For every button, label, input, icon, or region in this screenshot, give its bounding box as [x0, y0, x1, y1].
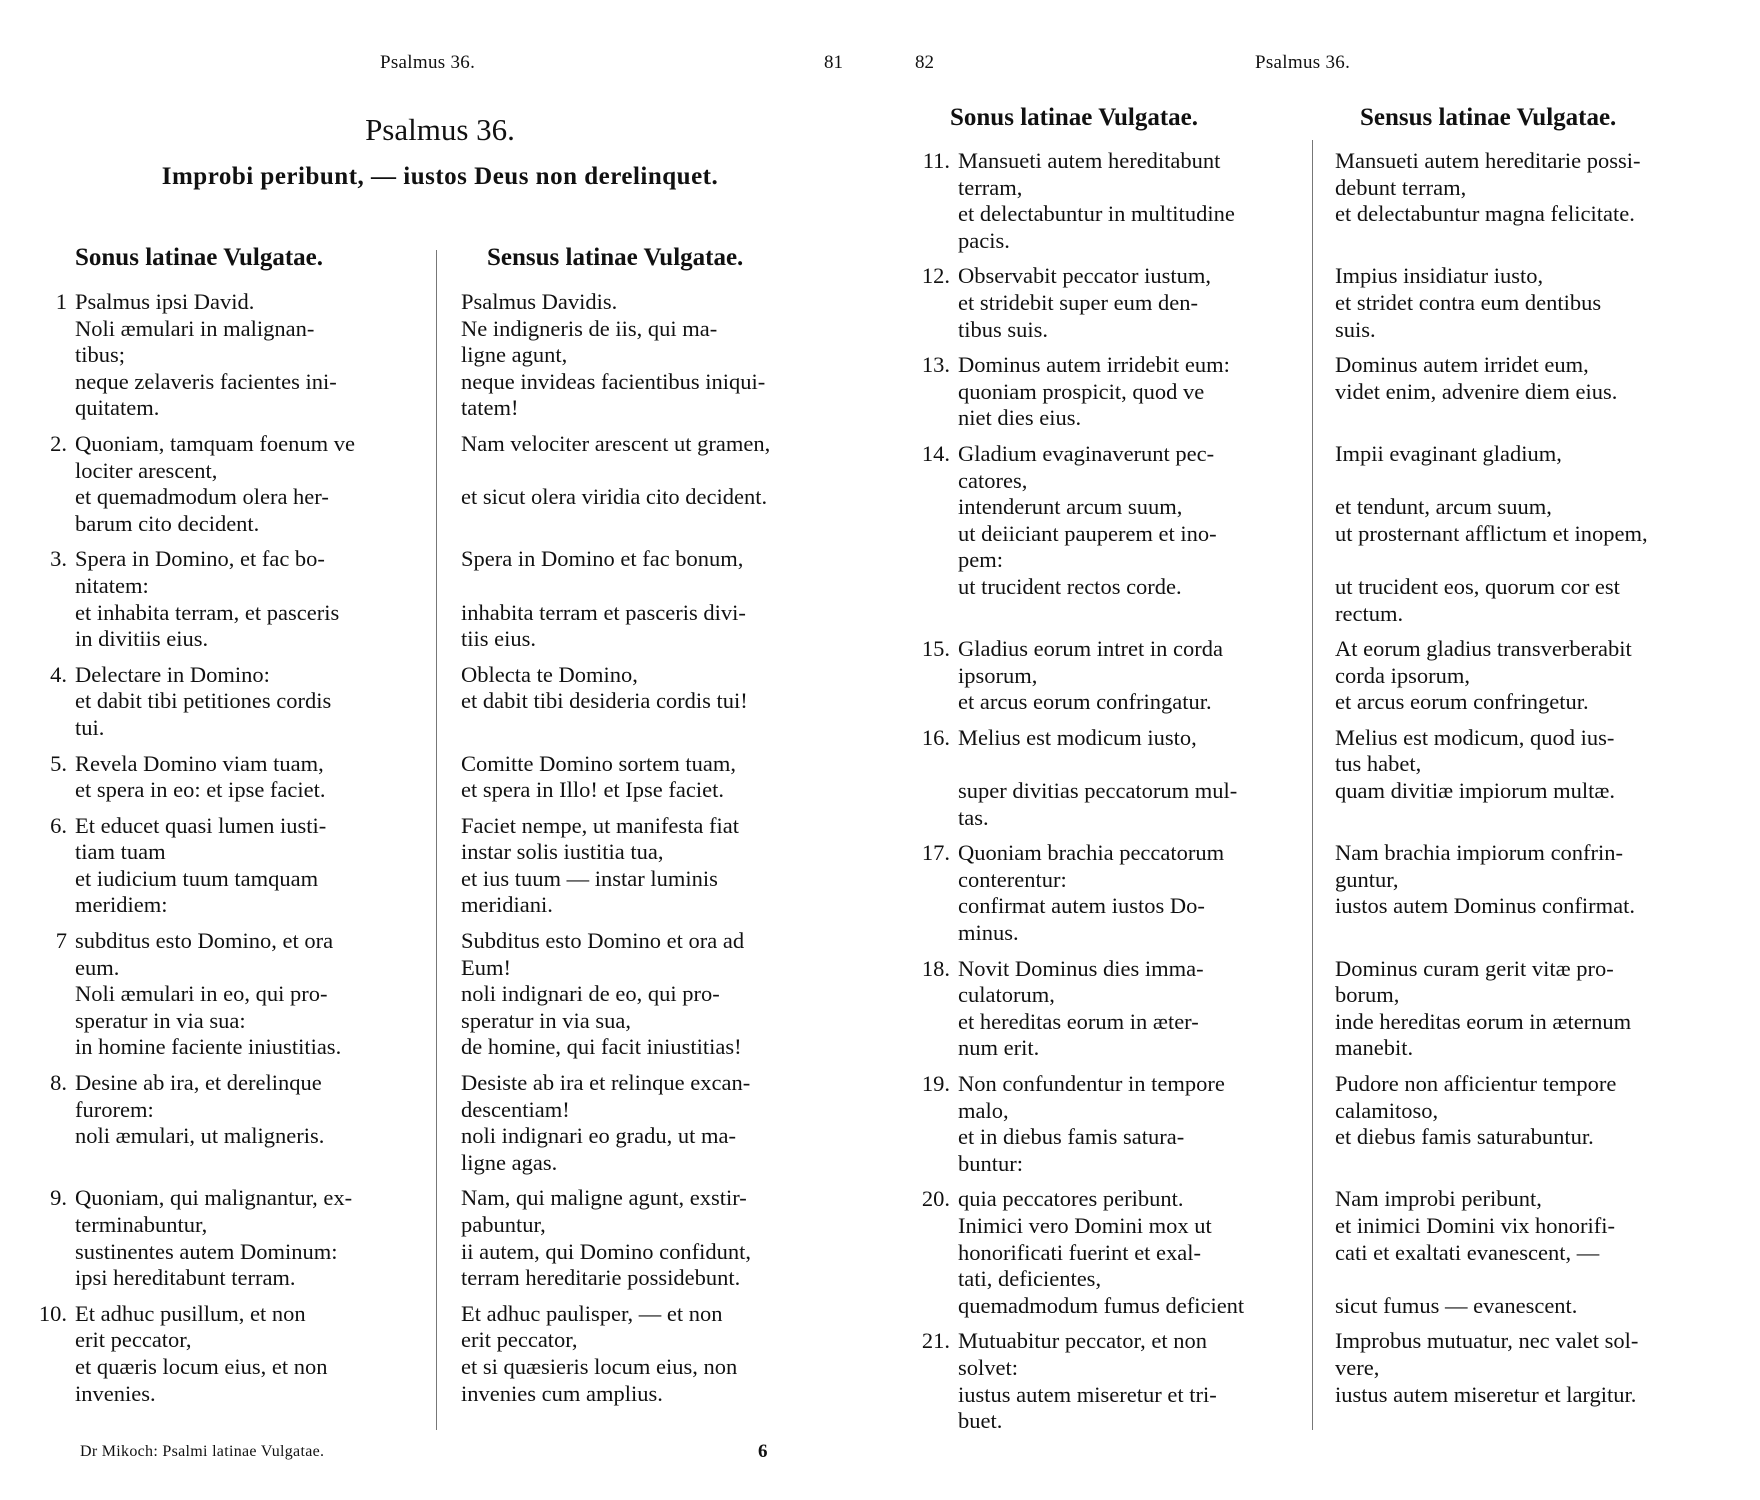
text-line: Gladium evaginaverunt pec-	[958, 440, 1215, 466]
text-line	[1335, 228, 1735, 255]
text-line: noli æmulari, ut maligneris.	[75, 1123, 325, 1149]
sonus-text	[75, 546, 433, 652]
text-line: Quoniam brachia peccatorum	[958, 840, 1225, 866]
text-line	[958, 751, 1303, 778]
text-line: Inimici vero Domini mox ut	[958, 1212, 1212, 1238]
verse-row	[900, 956, 1760, 1062]
text-line: Melius est modicum, quod ius-	[1335, 724, 1615, 750]
text-line: barum cito decident.	[75, 510, 260, 536]
text-line: sustinentes autem Dominum:	[75, 1238, 338, 1264]
text-line: borum,	[1335, 982, 1400, 1008]
text-line: tiis eius.	[461, 626, 537, 652]
sensus-text	[461, 928, 851, 1061]
text-line: Ne indigneris de iis, qui ma-	[461, 315, 718, 341]
text-line: invenies.	[75, 1380, 156, 1406]
text-line: Desine ab ira, et derelinque	[75, 1070, 322, 1096]
left-page-number: 81	[824, 52, 843, 73]
text-line: Observabit peccator iustum,	[958, 263, 1212, 289]
text-line: Et adhuc paulisper, — et non	[461, 1300, 723, 1326]
text-line: debunt terram,	[1335, 174, 1467, 200]
verse-number: 7	[55, 928, 67, 954]
sensus-text	[461, 1301, 851, 1407]
text-line: tibus;	[75, 342, 126, 368]
text-line: in divitiis eius.	[75, 626, 209, 652]
sonus-text	[75, 431, 433, 537]
text-line: num erit.	[958, 1035, 1040, 1061]
sensus-text	[1335, 725, 1735, 805]
text-line: intenderunt arcum suum,	[958, 494, 1183, 520]
text-line: et si quæsieris locum eius, non	[461, 1353, 738, 1379]
sonus-text	[958, 148, 1303, 254]
text-line: et delectabuntur magna felicitate.	[1335, 201, 1635, 227]
verse-number: 8.	[50, 1070, 67, 1096]
left-col-head-sensus: Sensus latinae Vulgatae.	[487, 244, 744, 271]
text-line: tatem!	[461, 395, 519, 421]
text-line: et inimici Domini vix honorifi-	[1335, 1212, 1615, 1238]
text-line: Delectare in Domino:	[75, 661, 270, 687]
text-line: pem:	[958, 547, 1003, 573]
text-line: ut trucident rectos corde.	[958, 573, 1182, 599]
text-line: ut trucident eos, quorum cor est	[1335, 573, 1620, 599]
text-line: Et adhuc pusillum, et non	[75, 1300, 306, 1326]
text-line: Dominus autem irridet eum,	[1335, 352, 1589, 378]
text-line: invenies cum amplius.	[461, 1380, 663, 1406]
text-line: Noli æmulari in eo, qui pro-	[75, 981, 328, 1007]
text-line: speratur in via sua,	[461, 1007, 631, 1033]
verse-number: 10.	[38, 1300, 67, 1326]
sensus-text	[1335, 1186, 1735, 1319]
verse-number: 13.	[921, 352, 950, 378]
text-line: ut prosternant afflictum et inopem,	[1335, 520, 1648, 546]
sensus-text	[1335, 636, 1735, 716]
sensus-text	[461, 1070, 851, 1176]
text-line: Melius est modicum iusto,	[958, 724, 1197, 750]
text-line: nitatem:	[75, 572, 149, 598]
text-line: catores,	[958, 467, 1028, 493]
sonus-text	[958, 263, 1303, 343]
text-line: Quoniam, tamquam foenum ve	[75, 430, 355, 456]
text-line: Faciet nempe, ut manifesta fiat	[461, 812, 740, 838]
text-line: manebit.	[1335, 1035, 1414, 1061]
text-line: buntur:	[958, 1150, 1023, 1176]
text-line	[461, 715, 851, 742]
sonus-text	[75, 1185, 433, 1291]
text-line: Pudore non afficientur tempore	[1335, 1071, 1617, 1096]
verse-row	[0, 662, 860, 742]
text-line	[1335, 547, 1735, 574]
text-line: tus habet,	[1335, 751, 1422, 777]
right-col-head-sensus: Sensus latinae Vulgatae.	[1360, 104, 1617, 131]
text-line: speratur in via sua:	[75, 1007, 246, 1033]
sonus-text	[958, 1071, 1303, 1177]
text-line: in homine faciente iniustitias.	[75, 1034, 342, 1060]
text-line: erit peccator,	[461, 1327, 578, 1353]
sonus-text	[958, 725, 1303, 831]
text-line: et inhabita terram, et pasceris	[75, 599, 340, 625]
text-line: tibus suis.	[958, 316, 1049, 342]
sonus-text	[75, 289, 433, 422]
text-line	[461, 458, 851, 485]
sonus-text	[958, 441, 1303, 601]
sonus-text	[75, 751, 433, 804]
sonus-text	[958, 352, 1303, 432]
text-line: Quoniam, qui malignantur, ex-	[75, 1185, 353, 1211]
text-line: vere,	[1335, 1354, 1380, 1380]
verse-number: 15.	[921, 636, 950, 662]
verse-row	[0, 928, 860, 1061]
text-line: quam divitiæ impiorum multæ.	[1335, 778, 1616, 804]
text-line: quemadmodum fumus deficient	[958, 1292, 1245, 1318]
text-line: Nam improbi peribunt,	[1335, 1186, 1542, 1212]
verse-row	[900, 148, 1760, 254]
verse-row	[0, 431, 860, 537]
verse-row	[0, 1185, 860, 1291]
psalm-subtitle: Improbi peribunt, — iustos Deus non derelinquet.	[161, 163, 719, 190]
verse-row	[900, 441, 1760, 627]
sensus-text	[461, 1185, 851, 1291]
text-line: et dabit tibi petitiones cordis	[75, 688, 332, 714]
right-page	[900, 0, 1760, 1500]
text-line: conterentur:	[958, 866, 1067, 892]
text-line: ligne agunt,	[461, 342, 568, 368]
text-line: Subditus esto Domino et ora ad	[461, 928, 745, 954]
text-line: buet.	[958, 1408, 1003, 1434]
text-line: ipsorum,	[958, 662, 1038, 688]
verse-row	[0, 1301, 860, 1407]
verse-number: 16.	[921, 724, 950, 750]
sonus-text	[958, 1328, 1303, 1434]
sensus-text	[461, 662, 851, 742]
verse-row	[0, 1070, 860, 1176]
text-line: Dominus curam gerit vitæ pro-	[1335, 955, 1614, 981]
text-line: subditus esto Domino, et ora	[75, 928, 334, 954]
text-line: et spera in Illo! et Ipse faciet.	[461, 777, 725, 803]
verse-number: 21.	[921, 1328, 950, 1354]
footer-author-title: Dr Mikoch: Psalmi latinae Vulgatae.	[80, 1443, 325, 1460]
sonus-text	[958, 956, 1303, 1062]
text-line: Revela Domino viam tuam,	[75, 750, 324, 776]
text-line: ut deiiciant pauperem et ino-	[958, 520, 1217, 546]
text-line: Non confundentur in tempore	[958, 1071, 1225, 1096]
left-running-head: Psalmus 36.	[380, 52, 476, 73]
verse-number: 9.	[50, 1185, 67, 1211]
text-line: suis.	[1335, 316, 1376, 342]
text-line: Psalmus Davidis.	[461, 289, 618, 314]
verse-row	[900, 263, 1760, 343]
sensus-text	[1335, 840, 1735, 920]
text-line: tati, deficientes,	[958, 1266, 1102, 1292]
text-line: Novit Dominus dies imma-	[958, 955, 1204, 981]
right-page-number: 82	[915, 52, 934, 73]
text-line: calamitoso,	[1335, 1097, 1439, 1123]
text-line: At eorum gladius transverberabit	[1335, 636, 1632, 662]
text-line: et sicut olera viridia cito decident.	[461, 484, 768, 510]
text-line: minus.	[958, 920, 1019, 946]
sonus-text	[75, 928, 433, 1061]
sensus-text	[1335, 352, 1735, 405]
text-line: Mansueti autem hereditarie possi-	[1335, 148, 1641, 173]
text-line: super divitias peccatorum mul-	[958, 778, 1238, 804]
text-line: Eum!	[461, 954, 511, 980]
text-line: noli indignari de eo, qui pro-	[461, 981, 720, 1007]
text-line: confirmat autem iustos Do-	[958, 893, 1205, 919]
sonus-text	[75, 1301, 433, 1407]
text-line: Dominus autem irridebit eum:	[958, 352, 1230, 378]
text-line: ligne agas.	[461, 1149, 558, 1175]
text-line: niet dies eius.	[958, 405, 1082, 431]
text-line: et quæris locum eius, et non	[75, 1353, 328, 1379]
text-line	[1335, 1266, 1735, 1293]
sensus-text	[461, 546, 851, 652]
verse-number: 6.	[50, 812, 67, 838]
verse-row	[900, 1186, 1760, 1319]
sensus-text	[461, 751, 851, 804]
text-line: rectum.	[1335, 600, 1404, 626]
sensus-text	[1335, 148, 1735, 254]
sensus-text	[1335, 263, 1735, 343]
sensus-text	[461, 289, 851, 422]
text-line: videt enim, advenire diem eius.	[1335, 378, 1618, 404]
text-line: et iudicium tuum tamquam	[75, 865, 319, 891]
text-line: ipsi hereditabunt terram.	[75, 1265, 296, 1291]
text-line: Nam brachia impiorum confrin-	[1335, 840, 1624, 866]
verse-number: 3.	[50, 546, 67, 572]
text-line: et stridebit super eum den-	[958, 289, 1198, 315]
text-line: tas.	[958, 804, 989, 830]
text-line: Oblecta te Domino,	[461, 661, 638, 687]
text-line: Spera in Domino et fac bonum,	[461, 546, 744, 572]
text-line: Nam velociter arescent ut gramen,	[461, 430, 771, 456]
verse-number: 5.	[50, 750, 67, 776]
text-line: neque invideas facientibus iniqui-	[461, 368, 766, 394]
text-line: noli indignari eo gradu, ut ma-	[461, 1123, 736, 1149]
text-line: inde hereditas eorum in æternum	[1335, 1008, 1632, 1034]
text-line: quia peccatores peribunt.	[958, 1186, 1184, 1212]
text-line: furorem:	[75, 1096, 154, 1122]
sensus-text	[1335, 1328, 1735, 1408]
text-line: Noli æmulari in malignan-	[75, 315, 315, 341]
text-line: et spera in eo: et ipse faciet.	[75, 777, 326, 803]
verse-row	[900, 1071, 1760, 1177]
text-line: Mutuabitur peccator, et non	[958, 1328, 1208, 1354]
text-line: solvet:	[958, 1354, 1018, 1380]
verse-row	[0, 813, 860, 919]
text-line: lociter arescent,	[75, 457, 218, 483]
text-line: meridiem:	[75, 892, 168, 918]
text-line: iustos autem Dominus confirmat.	[1335, 893, 1635, 919]
text-line	[461, 573, 851, 600]
verse-number: 11.	[922, 148, 950, 173]
text-line: malo,	[958, 1097, 1009, 1123]
text-line: neque zelaveris facientes ini-	[75, 368, 337, 394]
text-line: ii autem, qui Domino confidunt,	[461, 1238, 751, 1264]
text-line: et dabit tibi desideria cordis tui!	[461, 688, 748, 714]
text-line: et in diebus famis satura-	[958, 1124, 1185, 1150]
sonus-text	[958, 636, 1303, 716]
verse-number: 1	[55, 289, 67, 314]
sensus-text	[1335, 956, 1735, 1062]
right-col-head-sonus: Sonus latinae Vulgatae.	[950, 104, 1198, 131]
text-line: pacis.	[958, 227, 1010, 253]
text-line: iustus autem miseretur et tri-	[958, 1381, 1217, 1407]
sensus-text	[461, 813, 851, 919]
verse-number: 14.	[921, 440, 950, 466]
text-line: guntur,	[1335, 866, 1399, 892]
text-line: Spera in Domino, et fac bo-	[75, 546, 325, 572]
verse-number: 17.	[921, 840, 950, 866]
text-line: de homine, qui facit iniustitias!	[461, 1034, 742, 1060]
sonus-text	[958, 840, 1303, 946]
sensus-text	[1335, 441, 1735, 627]
left-verse-list	[0, 289, 860, 1416]
text-line: et hereditas eorum in æter-	[958, 1008, 1199, 1034]
verse-row	[900, 840, 1760, 946]
verse-row	[0, 546, 860, 652]
verse-number: 2.	[50, 430, 67, 456]
sensus-text	[461, 431, 851, 537]
text-line: et arcus eorum confringatur.	[958, 689, 1212, 715]
text-line: sicut fumus — evanescent.	[1335, 1292, 1578, 1318]
verse-row	[0, 751, 860, 804]
text-line: et delectabuntur in multitudine	[958, 201, 1235, 227]
text-line	[461, 511, 851, 538]
text-line: Gladius eorum intret in corda	[958, 636, 1223, 662]
sonus-text	[75, 1070, 433, 1176]
text-line: instar solis iustitia tua,	[461, 839, 664, 865]
text-line: erit peccator,	[75, 1327, 192, 1353]
text-line: et arcus eorum confringetur.	[1335, 689, 1589, 715]
text-line: cati et exaltati evanescent, —	[1335, 1239, 1600, 1265]
text-line: et ius tuum — instar luminis	[461, 865, 718, 891]
text-line: descentiam!	[461, 1096, 570, 1122]
verse-number: 12.	[921, 263, 950, 289]
text-line: Impii evaginant gladium,	[1335, 440, 1562, 466]
verse-row	[900, 1328, 1760, 1434]
text-line: Mansueti autem hereditabunt	[958, 148, 1221, 173]
verse-number: 19.	[921, 1071, 950, 1096]
text-line: terram hereditarie possidebunt.	[461, 1265, 741, 1291]
text-line: et tendunt, arcum suum,	[1335, 494, 1552, 520]
sonus-text	[75, 813, 433, 919]
text-line: corda ipsorum,	[1335, 662, 1470, 688]
text-line: Psalmus ipsi David.	[75, 289, 255, 314]
verse-row	[900, 352, 1760, 432]
text-line: culatorum,	[958, 982, 1055, 1008]
footer-signature-number: 6	[758, 1441, 768, 1462]
verse-row	[900, 725, 1760, 831]
sonus-text	[75, 662, 433, 742]
text-line: et stridet contra eum dentibus	[1335, 289, 1602, 315]
text-line: eum.	[75, 954, 120, 980]
text-line: Improbus mutuatur, nec valet sol-	[1335, 1328, 1639, 1354]
verse-row	[0, 289, 860, 422]
right-running-head: Psalmus 36.	[1255, 52, 1351, 73]
verse-number: 18.	[921, 955, 950, 981]
text-line: quoniam prospicit, quod ve	[958, 378, 1205, 404]
text-line: et quemadmodum olera her-	[75, 484, 329, 510]
sensus-text	[1335, 1071, 1735, 1151]
verse-row	[900, 636, 1760, 716]
text-line: quitatem.	[75, 395, 160, 421]
verse-number: 4.	[50, 661, 67, 687]
text-line: terminabuntur,	[75, 1212, 208, 1237]
text-line: tiam tuam	[75, 839, 166, 865]
text-line: meridiani.	[461, 892, 553, 918]
text-line: tui.	[75, 714, 105, 740]
psalm-title: Psalmus 36.	[365, 112, 515, 147]
text-line	[1335, 468, 1735, 495]
right-verse-list	[900, 148, 1760, 1444]
verse-number: 20.	[921, 1186, 950, 1212]
text-line: Desiste ab ira et relinque excan-	[461, 1070, 751, 1096]
text-line: Et educet quasi lumen iusti-	[75, 812, 327, 838]
sonus-text	[958, 1186, 1303, 1319]
text-line	[75, 1150, 433, 1177]
left-col-head-sonus: Sonus latinae Vulgatae.	[75, 244, 323, 271]
text-line: Impius insidiatur iusto,	[1335, 263, 1544, 289]
text-line: Nam, qui maligne agunt, exstir-	[461, 1185, 747, 1211]
text-line: honorificati fuerint et exal-	[958, 1239, 1202, 1265]
text-line: terram,	[958, 174, 1023, 200]
text-line: iustus autem miseretur et largitur.	[1335, 1381, 1637, 1407]
text-line: pabuntur,	[461, 1212, 546, 1237]
text-line: et diebus famis saturabuntur.	[1335, 1124, 1594, 1150]
text-line: Comitte Domino sortem tuam,	[461, 750, 736, 776]
text-line: inhabita terram et pasceris divi-	[461, 599, 746, 625]
